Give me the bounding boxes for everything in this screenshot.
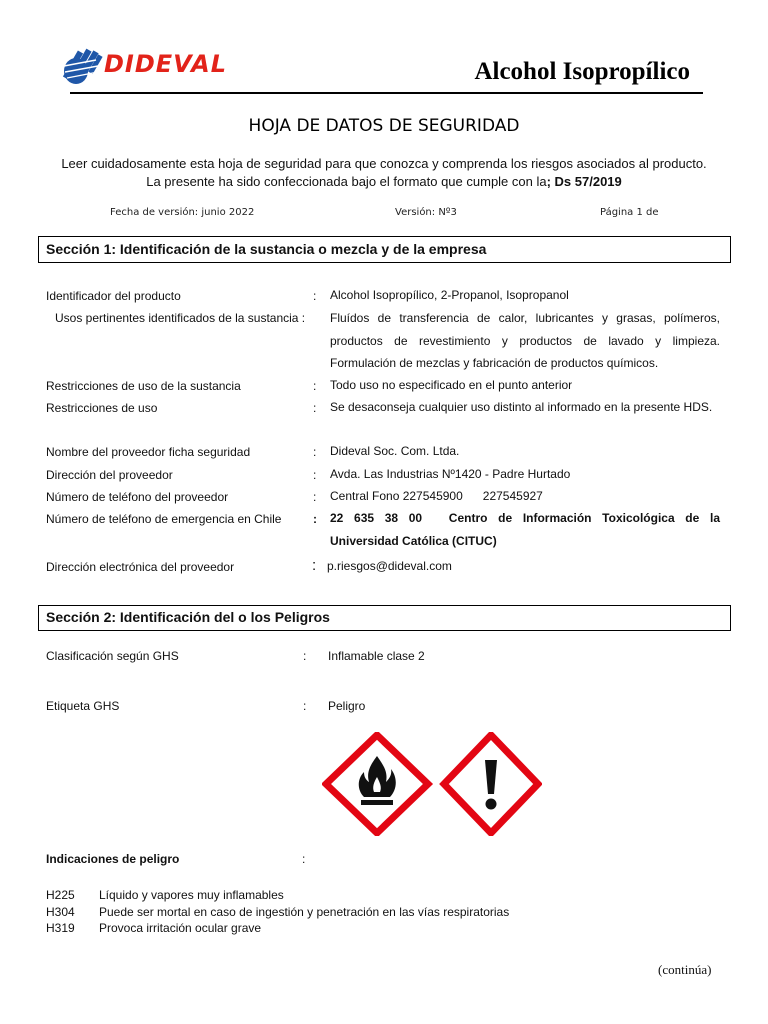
label-etiqueta: Etiqueta GHS: [46, 699, 120, 713]
section-2-header: Sección 2: Identificación del o los Peligros: [38, 605, 731, 631]
logo-mark-icon: [62, 46, 104, 86]
colon-etiqueta: :: [303, 699, 307, 713]
version-number: Versión: Nº3: [395, 207, 457, 218]
colon-telefono: :: [313, 490, 317, 504]
label-restricciones-uso: Restricciones de uso: [46, 401, 158, 415]
value-clasificacion: Inflamable clase 2: [328, 649, 425, 663]
value-direccion: Avda. Las Industrias Nº1420 - Padre Hurtado: [330, 467, 571, 481]
label-identificador: Identificador del producto: [46, 289, 181, 303]
label-email: Dirección electrónica del proveedor: [46, 560, 235, 574]
intro-line-2-text: La presente ha sido confeccionada bajo el formato que cumple con la: [146, 174, 547, 189]
label-clasificacion: Clasificación según GHS: [46, 649, 179, 663]
exclamation-pictogram-icon: [444, 735, 538, 833]
label-telefono: Número de teléfono del proveedor: [46, 490, 229, 504]
colon-direccion: :: [313, 468, 317, 482]
colon-identificador: :: [313, 289, 317, 303]
intro-line-2: [0, 174, 768, 189]
colon-proveedor: :: [313, 445, 317, 459]
label-emergencia: Número de teléfono de emergencia en Chile: [46, 512, 282, 526]
hazard-code: H304: [46, 905, 75, 919]
colon-email: :: [312, 557, 317, 574]
ghs-pictograms: [322, 732, 542, 836]
hazard-statements-heading: Indicaciones de peligro: [46, 852, 180, 866]
continued-note: (continúa): [658, 962, 712, 977]
value-emergencia: 22 635 38 00 Centro de Información Toxicológica de la Universidad Católica (CITUC): [330, 511, 724, 548]
section-1-header: Sección 1: Identificación de la sustancia o mezcla y de la empresa: [38, 236, 731, 263]
value-usos: Fluídos de transferencia de calor, lubricantes y grasas, polímeros, productos de revestimiento y productos de lavado y limpieza. Formulación de mezclas y fabricación de productos químicos.: [330, 311, 720, 370]
logo-text: DIDEVAL: [104, 50, 227, 78]
value-email: p.riesgos@dideval.com: [327, 559, 452, 573]
value-telefono: Central Fono 227545900 227545927: [330, 489, 543, 503]
value-etiqueta: Peligro: [328, 699, 366, 713]
hazard-statements-colon: :: [302, 852, 306, 866]
hazard-code: H225: [46, 888, 75, 902]
colon-emergencia: :: [313, 512, 317, 526]
flame-pictogram-icon: [326, 735, 428, 833]
label-proveedor: Nombre del proveedor ficha seguridad: [46, 445, 251, 459]
page-number: Página 1 de: [600, 207, 659, 218]
document-title: Alcohol Isopropílico: [474, 58, 690, 85]
hazard-text: Líquido y vapores muy inflamables: [99, 888, 284, 902]
dideval-logo: [62, 46, 227, 86]
header-divider: [70, 92, 703, 94]
colon-clasificacion: :: [303, 649, 307, 663]
hazard-text: Provoca irritación ocular grave: [99, 921, 262, 935]
intro-line-1: Leer cuidadosamente esta hoja de seguridad para que conozca y comprenda los riesgos asociados al producto.: [61, 156, 707, 171]
value-identificador: Alcohol Isopropílico, 2-Propanol, Isopropanol: [330, 288, 569, 302]
value-proveedor: Dideval Soc. Com. Ltda.: [330, 444, 460, 458]
hazard-text: Puede ser mortal en caso de ingestión y penetración en las vías respiratorias: [99, 905, 510, 919]
hazard-code: H319: [46, 921, 75, 935]
label-direccion: Dirección del proveedor: [46, 468, 173, 482]
colon-restricciones-uso: :: [313, 401, 317, 415]
intro-line-2-regulation: ; Ds 57/2019: [546, 174, 622, 189]
label-restricciones-sustancia: Restricciones de uso de la sustancia: [46, 379, 241, 393]
main-heading: HOJA DE DATOS DE SEGURIDAD: [248, 116, 520, 136]
colon-restricciones-sustancia: :: [313, 379, 317, 393]
label-usos: Usos pertinentes identificados de la sustancia :: [55, 311, 306, 325]
value-restricciones-uso: Se desaconseja cualquier uso distinto al informado en la presente HDS.: [330, 400, 713, 414]
value-restricciones-sustancia: Todo uso no especificado en el punto anterior: [330, 378, 573, 392]
version-date: Fecha de versión: junio 2022: [110, 207, 255, 218]
